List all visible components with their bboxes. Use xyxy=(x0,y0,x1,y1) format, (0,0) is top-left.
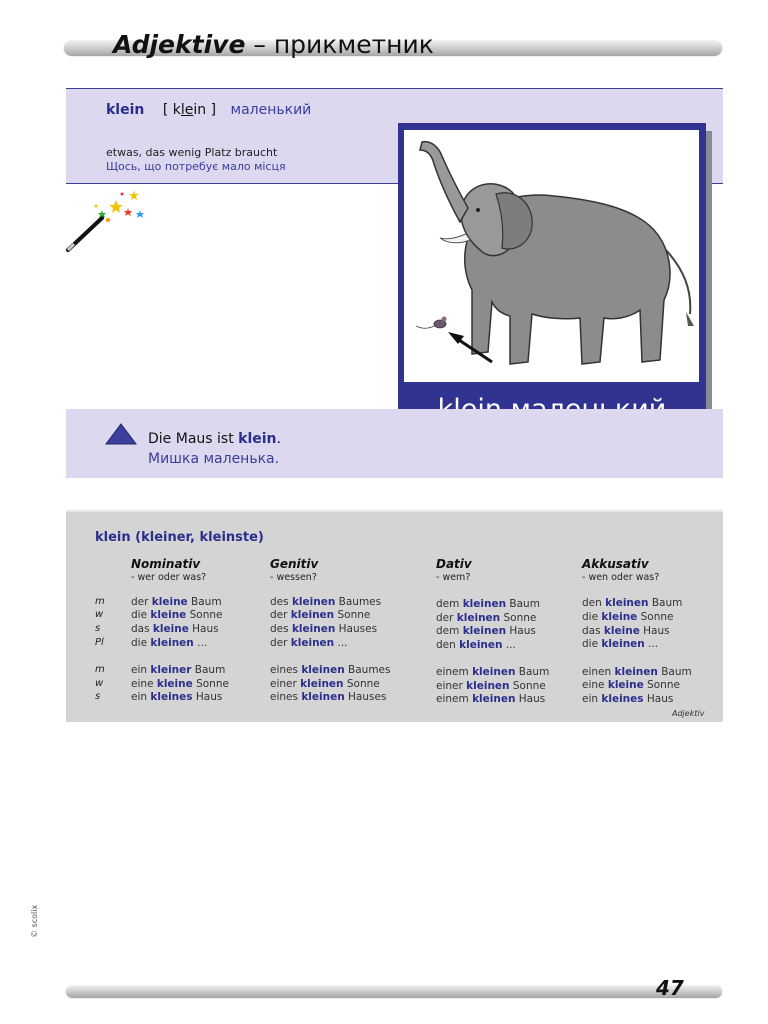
column-question: - wessen? xyxy=(270,572,317,583)
adjective-form: kleine xyxy=(607,679,644,691)
adjective-form: kleinen xyxy=(291,596,336,608)
adjective-form: kleines xyxy=(150,691,193,703)
article: eines xyxy=(270,691,302,703)
pron-stress: le xyxy=(180,102,194,118)
definite-cell xyxy=(270,637,348,649)
indefinite-cell xyxy=(270,691,386,703)
noun: Sonne xyxy=(192,678,229,690)
indefinite-cell xyxy=(131,664,225,676)
gender-label: Pl xyxy=(95,637,104,648)
adjective-form: kleinen xyxy=(614,666,658,678)
adjective-form: kleine xyxy=(150,609,187,621)
noun: Sonne xyxy=(186,609,223,621)
gender-label: m xyxy=(95,664,105,675)
noun: Sonne xyxy=(343,678,380,690)
pron-open: [ k xyxy=(162,102,181,118)
article: einem xyxy=(436,666,473,678)
definite-cell xyxy=(270,609,370,621)
magic-wand-icon xyxy=(62,186,146,256)
noun: Baum xyxy=(515,666,550,678)
noun: ... xyxy=(502,639,516,651)
pron-close: in ] xyxy=(193,102,217,118)
article: ein xyxy=(582,693,602,705)
adjective-form: kleine xyxy=(152,623,189,635)
gender-label: s xyxy=(95,691,101,702)
adjective-form: kleines xyxy=(601,693,644,705)
definite-cell xyxy=(131,637,207,649)
indefinite-cell xyxy=(270,678,380,690)
headword-line xyxy=(106,100,311,120)
article: der xyxy=(270,609,291,621)
adjective-form: kleinen xyxy=(456,612,501,624)
example-de-word: klein xyxy=(238,431,277,447)
noun: Haus xyxy=(643,693,674,705)
noun: Baum xyxy=(657,666,692,678)
noun: Sonne xyxy=(643,679,680,691)
adjective-form: kleinen xyxy=(462,625,507,637)
noun: Hauses xyxy=(335,623,378,635)
adjective-form: kleinen xyxy=(291,623,336,635)
adjective-form: kleine xyxy=(601,611,638,623)
article: eine xyxy=(582,679,608,691)
noun: Haus xyxy=(639,625,670,637)
noun: Baum xyxy=(187,596,222,608)
adjective-form: kleinen xyxy=(472,666,516,678)
example-de-prefix: Die Maus ist xyxy=(148,431,239,447)
table-title-forms: (kleiner, kleinste) xyxy=(135,530,264,545)
adjective-form: kleiner xyxy=(150,664,192,676)
adjective-form: kleinen xyxy=(601,638,645,650)
adjective-form: kleinen xyxy=(290,637,335,649)
column-question: - wen oder was? xyxy=(582,572,660,583)
definite-cell xyxy=(436,612,536,624)
indefinite-cell xyxy=(582,679,680,691)
page-title xyxy=(113,30,434,60)
column-header: Akkusativ xyxy=(582,557,649,571)
adjective-form: kleinen xyxy=(150,637,194,649)
gender-label: s xyxy=(95,623,101,634)
article: des xyxy=(270,596,292,608)
article: der xyxy=(270,637,291,649)
article: die xyxy=(582,611,602,623)
adjective-form: kleinen xyxy=(459,639,503,651)
definite-cell xyxy=(270,596,381,608)
title-de: Adjektive xyxy=(113,30,246,59)
article: die xyxy=(131,637,151,649)
article: der xyxy=(436,612,457,624)
noun: Hauses xyxy=(344,691,387,703)
article: dem xyxy=(436,598,463,610)
article: einen xyxy=(582,666,615,678)
translation: маленький xyxy=(230,102,312,118)
indefinite-cell xyxy=(436,680,546,692)
noun: Haus xyxy=(506,625,536,637)
noun: Sonne xyxy=(334,609,371,621)
noun: Baumes xyxy=(335,596,382,608)
indefinite-cell xyxy=(582,693,673,705)
adjective-form: kleinen xyxy=(301,691,345,703)
article: eines xyxy=(270,664,302,676)
adjective-form: kleinen xyxy=(605,597,649,609)
article: das xyxy=(582,625,604,637)
column-header: Dativ xyxy=(436,557,472,571)
adjective-form: kleinen xyxy=(300,678,344,690)
footer-bar xyxy=(66,985,722,997)
article: den xyxy=(582,597,606,609)
article: des xyxy=(270,623,292,635)
example-de xyxy=(148,431,281,447)
indefinite-cell xyxy=(582,666,692,678)
column-header: Genitiv xyxy=(270,557,319,571)
adjective-form: kleine xyxy=(603,625,640,637)
noun: Baum xyxy=(648,597,683,609)
noun: Haus xyxy=(188,623,219,635)
column-question: - wem? xyxy=(436,572,471,583)
noun: Baum xyxy=(191,664,226,676)
article: der xyxy=(131,596,152,608)
indefinite-cell xyxy=(436,666,549,678)
adjective-form: kleinen xyxy=(466,680,510,692)
adjective-form: kleinen xyxy=(290,609,335,621)
adjective-form: kleinen xyxy=(472,693,516,705)
article: einer xyxy=(436,680,467,692)
definite-cell xyxy=(436,598,540,610)
table-footer-label: Adjektiv xyxy=(672,709,705,718)
article: einem xyxy=(436,693,473,705)
definite-cell xyxy=(131,596,222,608)
definite-cell xyxy=(582,625,670,637)
illustration-area xyxy=(404,130,699,382)
noun: Sonne xyxy=(500,612,537,624)
adjective-form: kleine xyxy=(156,678,193,690)
table-title xyxy=(95,530,264,545)
definite-cell xyxy=(131,609,223,621)
noun: Sonne xyxy=(509,680,546,692)
definite-cell xyxy=(131,623,219,635)
indefinite-cell xyxy=(131,691,222,703)
article: einer xyxy=(270,678,301,690)
definition-uk: Щось, що потребує мало місця xyxy=(106,160,286,173)
noun: ... xyxy=(644,638,659,650)
article: die xyxy=(582,638,602,650)
triangle-icon xyxy=(105,423,137,445)
indefinite-cell xyxy=(270,664,390,676)
column-question: - wer oder was? xyxy=(131,572,207,583)
noun: ... xyxy=(193,637,208,649)
noun: Baum xyxy=(506,598,540,610)
indefinite-cell xyxy=(131,678,229,690)
article: dem xyxy=(436,625,463,637)
noun: Baumes xyxy=(344,664,391,676)
article: die xyxy=(131,609,151,621)
noun: ... xyxy=(334,637,348,649)
adjective-form: kleine xyxy=(151,596,188,608)
definite-cell xyxy=(582,597,682,609)
noun: Sonne xyxy=(637,611,674,623)
title-separator: – xyxy=(245,30,274,59)
headword: klein xyxy=(106,102,145,118)
definition-de: etwas, das wenig Platz braucht xyxy=(106,146,278,159)
adjective-form: kleinen xyxy=(301,664,345,676)
page-number: 47 xyxy=(656,976,684,1000)
definite-cell xyxy=(436,625,536,637)
example-de-suffix: . xyxy=(276,431,281,447)
title-uk: прикметник xyxy=(273,30,434,59)
copyright: © scolix xyxy=(30,904,39,938)
noun: Haus xyxy=(192,691,223,703)
article: ein xyxy=(131,664,151,676)
gender-label: w xyxy=(95,678,104,689)
example-uk: Мишка маленька. xyxy=(148,451,280,467)
definite-cell xyxy=(270,623,377,635)
definite-cell xyxy=(436,639,516,651)
column-header: Nominativ xyxy=(131,557,201,571)
pronunciation xyxy=(163,102,216,118)
table-title-word: klein xyxy=(95,530,131,545)
elephant-icon xyxy=(404,130,699,382)
noun: Haus xyxy=(515,693,546,705)
adjective-form: kleinen xyxy=(462,598,507,610)
definite-cell xyxy=(582,638,658,650)
indefinite-cell xyxy=(436,693,545,705)
article: ein xyxy=(131,691,151,703)
article: das xyxy=(131,623,153,635)
article: eine xyxy=(131,678,157,690)
definite-cell xyxy=(582,611,674,623)
gender-label: w xyxy=(95,609,104,620)
gender-label: m xyxy=(95,596,105,607)
article: den xyxy=(436,639,460,651)
